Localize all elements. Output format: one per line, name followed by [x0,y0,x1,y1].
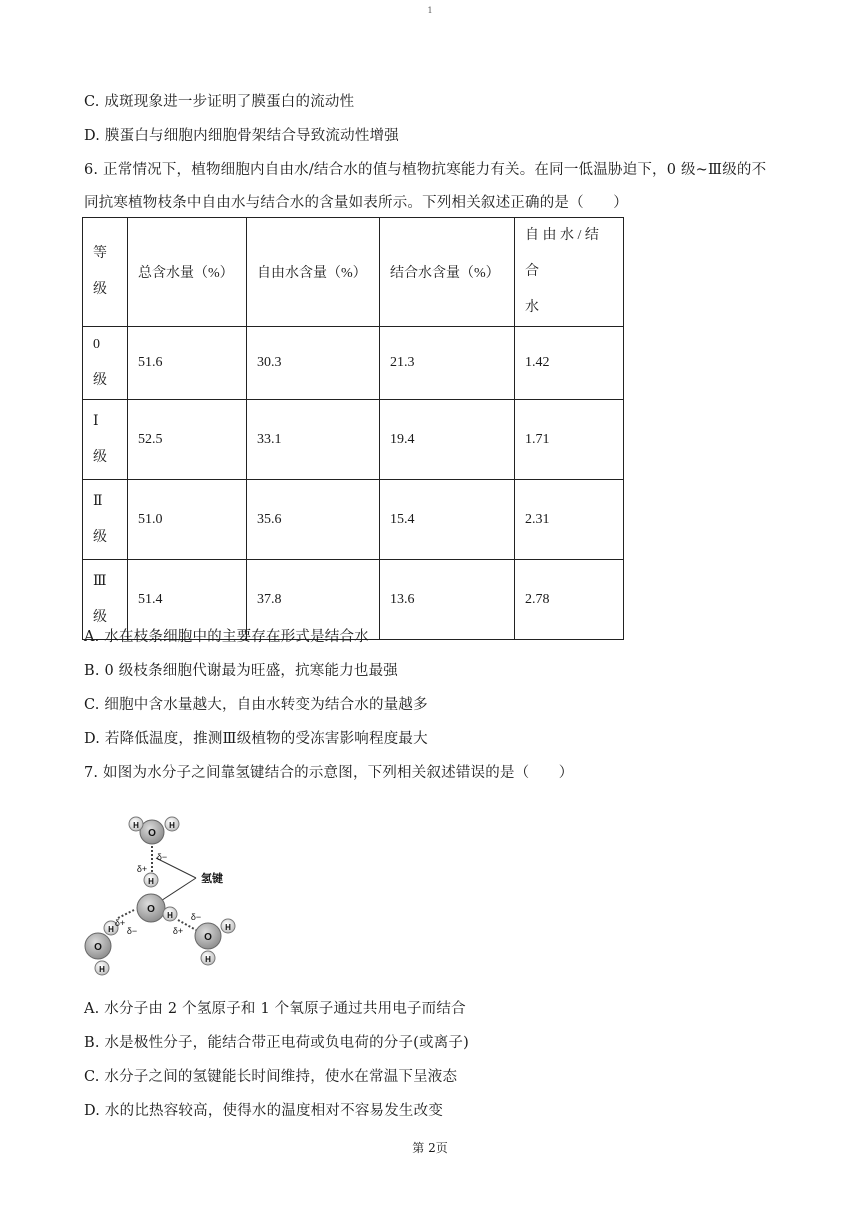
cell-grade: Ⅰ 级 [83,400,128,480]
hydrogen-label: H [169,821,175,830]
cell-total: 52.5 [128,400,247,480]
water-molecule-top [129,817,179,844]
delta-minus-label: δ− [190,912,202,922]
delta-plus-label: δ+ [172,926,184,936]
cell-total: 51.0 [128,480,247,560]
hydrogen-label: H [205,955,211,964]
cell-ratio: 2.31 [515,480,624,560]
hydrogen-label: H [108,925,114,934]
question-7-stem: 7. 如图为水分子之间靠氢键结合的示意图，下列相关叙述错误的是（ ） [84,765,574,781]
cell-bound: 21.3 [380,327,515,400]
question-7-option-d: D. 水的比热容较高，使得水的温度相对不容易发生改变 [84,1103,444,1119]
header-total-water: 总含水量（%） [128,218,247,327]
oxygen-label: O [148,828,156,839]
partial-charge-labels [115,852,201,936]
oxygen-label: O [147,904,155,915]
question-7-option-b: B. 水是极性分子，能结合带正电荷或负电荷的分子(或离子) [84,1035,469,1051]
water-molecule-center [137,873,177,922]
question-6-stem-line2: 同抗寒植物枝条中自由水与结合水的含量如表所示。下列相关叙述正确的是（ ） [84,195,628,211]
table-header-row [83,218,624,327]
option-d-previous: D. 膜蛋白与细胞内细胞骨架结合导致流动性增强 [84,128,399,144]
hydrogen-label: H [148,877,154,886]
delta-plus-label: δ+ [136,864,148,874]
cell-bound: 13.6 [380,560,515,640]
delta-minus-label: δ− [126,926,138,936]
cell-grade: Ⅱ 级 [83,480,128,560]
table-row [83,480,624,560]
question-6-option-a: A. 水在枝条细胞中的主要存在形式是结合水 [84,629,369,645]
cell-grade: 0 级 [83,327,128,400]
header-bound-water: 结合水含量（%） [380,218,515,327]
oxygen-label: O [94,942,102,953]
question-6-stem-line1: 6. 正常情况下，植物细胞内自由水/结合水的值与植物抗寒能力有关。在同一低温胁迫下，0 级~Ⅲ级的不 [84,162,767,178]
page-top-mark: 1 [427,6,433,15]
cell-free: 33.1 [247,400,380,480]
table-row [83,400,624,480]
question-6-option-c: C. 细胞中含水量越大，自由水转变为结合水的量越多 [84,697,428,713]
page-number: 第 2页 [412,1141,448,1155]
cell-total: 51.4 [128,560,247,640]
question-7-option-c: C. 水分子之间的氢键能长时间维持，使水在常温下呈液态 [84,1069,458,1085]
delta-minus-label: δ− [156,852,168,862]
cell-total: 51.6 [128,327,247,400]
question-6-option-b: B. 0 级枝条细胞代谢最为旺盛，抗寒能力也最强 [84,663,399,679]
cell-free: 37.8 [247,560,380,640]
header-free-water: 自由水含量（%） [247,218,380,327]
hydrogen-label: H [99,965,105,974]
water-content-table [82,217,624,640]
header-grade: 等 级 [83,218,128,327]
oxygen-label: O [204,932,212,943]
table-row [83,327,624,400]
water-hydrogen-bond-diagram [78,812,248,980]
cell-grade: Ⅲ 级 [83,560,128,640]
hydrogen-label: H [133,821,139,830]
delta-plus-label: δ+ [114,918,126,928]
water-molecule-left [85,921,118,975]
cell-bound: 15.4 [380,480,515,560]
question-7-option-a: A. 水分子由 2 个氢原子和 1 个氧原子通过共用电子而结合 [84,1001,466,1017]
option-c-previous: C. 成斑现象进一步证明了膜蛋白的流动性 [84,94,355,110]
header-ratio: 自 由 水 / 结 合 水 [515,218,624,327]
cell-ratio: 1.42 [515,327,624,400]
water-molecule-right [195,919,235,965]
cell-free: 35.6 [247,480,380,560]
question-6-option-d: D. 若降低温度，推测Ⅲ级植物的受冻害影响程度最大 [84,731,428,747]
hydrogen-label: H [225,923,231,932]
cell-free: 30.3 [247,327,380,400]
hydrogen-label: H [167,911,173,920]
cell-ratio: 2.78 [515,560,624,640]
cell-ratio: 1.71 [515,400,624,480]
hydrogen-bond-label: 氢键 [201,872,223,885]
cell-bound: 19.4 [380,400,515,480]
